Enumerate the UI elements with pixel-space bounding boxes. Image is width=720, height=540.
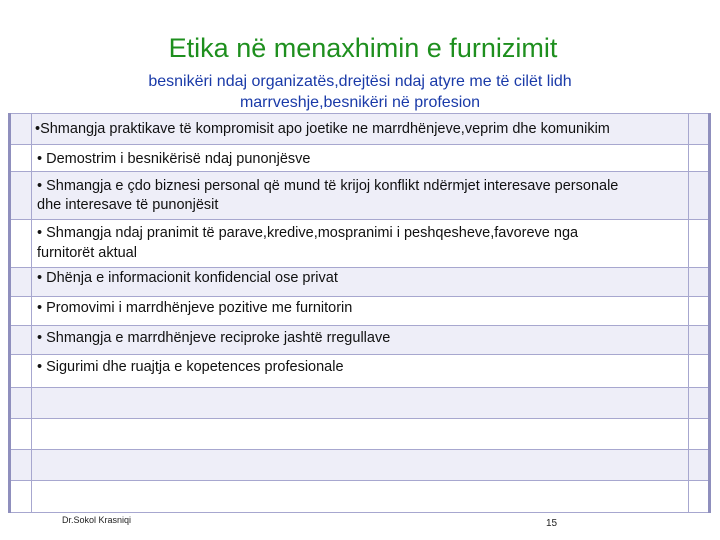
column-divider [31,113,32,513]
table-row-empty [11,387,708,418]
row-text: • Sigurimi dhe ruajtja e kopetences profesionale [37,359,344,375]
table-row-empty [11,418,708,449]
table-row-empty [11,480,708,513]
table-row [11,296,708,325]
slide-title: Etika në menaxhimin e furnizimit [168,33,558,63]
row-text-line-2: furnitorët aktual [37,245,137,261]
table-row [11,171,708,219]
slide-subtitle [100,71,620,113]
row-text-line-2: dhe interesave të punonjësit [37,197,219,213]
subtitle-line-1: besnikëri ndaj organizatës,drejtësi ndaj atyre me të cilët lidh [148,73,572,90]
row-text: • Shmangja e marrdhënjeve reciproke jashtë rregullave [37,330,391,346]
row-text: • Demostrim i besnikërisë ndaj punonjësve [37,151,311,167]
row-text: •Shmangja praktikave të kompromisit apo joetike ne marrdhënjeve,veprim dhe komunikim [35,121,610,137]
footer-author: Dr.Sokol Krasniqi [62,515,132,525]
row-text: • Promovimi i marrdhënjeve pozitive me furnitorin [37,300,353,316]
row-text-line-1: • Shmangja e çdo biznesi personal që mund të krijoj konflikt ndërmjet interesave personale [37,178,619,194]
page-number: 15 [546,518,558,529]
table-row [11,113,708,144]
table-row [11,219,708,267]
ethics-table [8,113,711,513]
table-row [11,144,708,171]
subtitle-line-2: marrveshje,besnikëri në profesion [239,94,481,111]
table-row [11,354,708,387]
table-row-empty [11,449,708,480]
row-text: • Dhënja e informacionit konfidencial ose privat [37,270,338,286]
row-text-line-1: • Shmangja ndaj pranimit të parave,kredive,mospranimi i peshqesheve,favoreve nga [37,225,579,241]
table-row [11,325,708,354]
table-row [11,267,708,296]
column-divider [688,113,689,513]
